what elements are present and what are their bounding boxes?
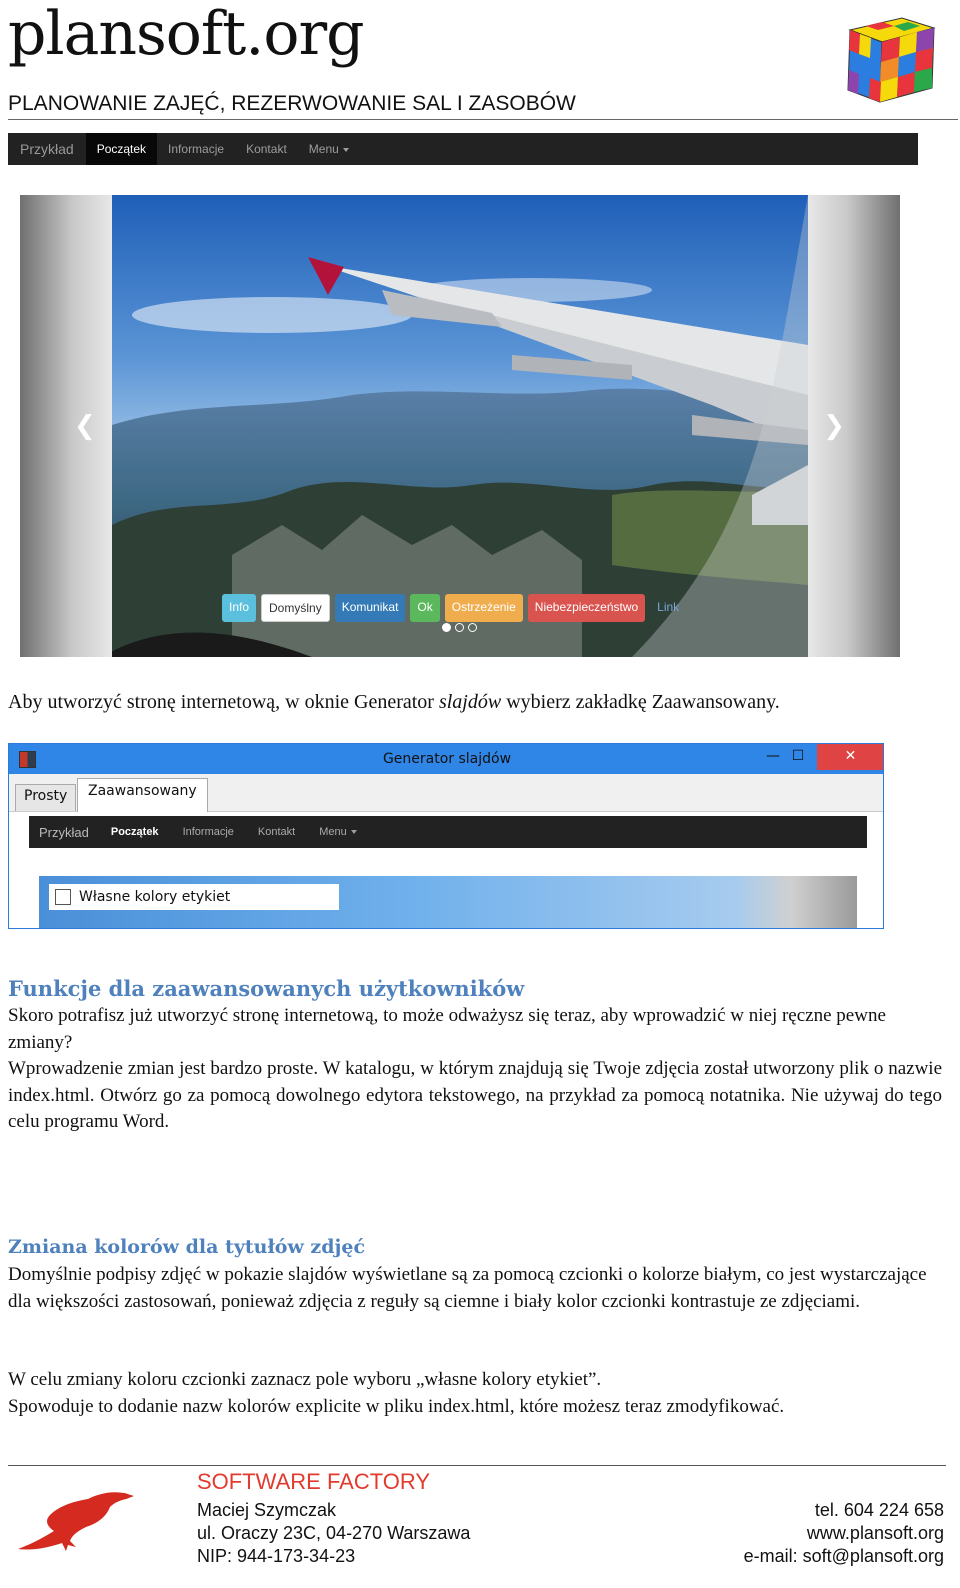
footer-nip: NIP: 944-173-34-23 bbox=[197, 1546, 356, 1566]
window-tabs bbox=[9, 774, 884, 812]
preview-nav-menu-label: Menu bbox=[319, 826, 347, 838]
site-logo: plansoft.org bbox=[8, 0, 364, 69]
nav-item-menu-label: Menu bbox=[308, 142, 339, 156]
custom-colors-option[interactable] bbox=[49, 884, 339, 910]
caret-down-icon bbox=[343, 148, 349, 152]
airplane-wing-photo bbox=[112, 195, 808, 657]
intro-text-end: wybierz zakładkę Zaawansowany. bbox=[501, 691, 780, 713]
intro-paragraph bbox=[8, 691, 780, 714]
caret-down-icon bbox=[351, 830, 357, 834]
footer-contact-right bbox=[744, 1499, 944, 1568]
carousel-indicators bbox=[442, 623, 477, 632]
colors-paragraph-1: Domyślnie podpisy zdjęć w pokazie slajdów wyświetlane są za pomocą czcionki o kolorze białym, co jest wystarczające dla większości zastosowań, ponieważ zdjęcia z reguły są ciemne i biały kolor czcionki kontrastuje ze zdjęciami. bbox=[8, 1264, 927, 1312]
carousel-dot[interactable] bbox=[468, 623, 477, 632]
chevron-right-icon[interactable]: ❯ bbox=[823, 411, 845, 441]
close-icon[interactable]: ✕ bbox=[817, 744, 884, 770]
image-carousel bbox=[20, 195, 900, 657]
carousel-dot[interactable] bbox=[442, 623, 451, 632]
label-info: Info bbox=[222, 594, 256, 622]
maximize-icon[interactable]: ☐ bbox=[791, 748, 805, 764]
preview-nav-menu bbox=[307, 826, 369, 838]
preview-nav-poczatek: Początek bbox=[110, 826, 159, 838]
footer-email[interactable]: e-mail: soft@plansoft.org bbox=[743, 1546, 944, 1566]
raven-logo-icon bbox=[14, 1487, 134, 1553]
intro-text-start: Aby utworzyć stronę internetową, w oknie Generator bbox=[8, 691, 439, 713]
colors-paragraph-2 bbox=[8, 1367, 942, 1420]
footer-contact-left bbox=[197, 1499, 470, 1568]
tab-prosty[interactable]: Prosty bbox=[15, 784, 76, 811]
label-success: Ok bbox=[410, 594, 439, 622]
section-heading-advanced: Funkcje dla zaawansowanych użytkowników bbox=[8, 976, 525, 1001]
footer-divider bbox=[8, 1465, 946, 1466]
nav-item-informacje[interactable]: Informacje bbox=[168, 142, 225, 156]
intro-text-italic: slajdów bbox=[438, 691, 502, 713]
footer-phone: tel. 604 224 658 bbox=[814, 1500, 944, 1520]
custom-colors-label: Własne kolory etykiet bbox=[79, 889, 231, 905]
nav-item-poczatek[interactable]: Początek bbox=[86, 133, 157, 165]
preview-navbar-brand: Przykład bbox=[39, 824, 89, 840]
colors-paragraph-2-line-1: W celu zmiany koloru czcionki zaznacz pole wyboru „własne kolory etykiet”. bbox=[8, 1369, 602, 1390]
carousel-dot[interactable] bbox=[455, 623, 464, 632]
section-heading-colors: Zmiana kolorów dla tytułów zdjęć bbox=[8, 1236, 366, 1258]
window-titlebar bbox=[9, 744, 884, 774]
label-warning: Ostrzeżenie bbox=[445, 594, 523, 622]
custom-colors-checkbox[interactable] bbox=[55, 889, 71, 905]
label-link: Link bbox=[657, 600, 680, 614]
preview-navbar bbox=[29, 816, 867, 848]
label-danger: Niebezpieczeństwo bbox=[528, 594, 645, 622]
label-primary: Komunikat bbox=[335, 594, 406, 622]
preview-nav-informacje: Informacje bbox=[182, 826, 234, 838]
footer-name: Maciej Szymczak bbox=[197, 1500, 337, 1520]
site-subtitle: PLANOWANIE ZAJĘĆ, REZERWOWANIE SAL I ZASOBÓW bbox=[8, 92, 576, 115]
colors-paragraph-2-line-2: Spowoduje to dodanie nazw kolorów explicite w pliku index.html, które możesz teraz zmodyfikować. bbox=[8, 1395, 785, 1417]
advanced-paragraph-2: Wprowadzenie zmian jest bardzo proste. W katalogu, w którym znajdują się Twoje zdjęcia został utworzony plik o nazwie index.html. Otwórz go za pomocą dowolnego edytora tekstowego, na przykład za pomocą notatnika. Nie używaj do tego celu programu Word. bbox=[8, 1058, 942, 1132]
window-title: Generator slajdów bbox=[382, 751, 512, 767]
preview-nav-kontakt: Kontakt bbox=[257, 826, 296, 838]
label-default: Domyślny bbox=[261, 594, 330, 622]
nav-item-kontakt[interactable]: Kontakt bbox=[246, 142, 287, 156]
top-navbar bbox=[8, 133, 918, 165]
footer-address: ul. Oraczy 23C, 04-270 Warszawa bbox=[197, 1523, 471, 1543]
navbar-brand[interactable]: Przykład bbox=[20, 141, 74, 157]
generator-window bbox=[8, 743, 884, 929]
minimize-icon[interactable]: — bbox=[766, 748, 780, 764]
footer-company: SOFTWARE FACTORY bbox=[197, 1469, 431, 1494]
rubiks-cube-icon bbox=[842, 10, 938, 106]
nav-item-menu[interactable] bbox=[298, 133, 360, 165]
caption-labels bbox=[222, 594, 686, 622]
chevron-left-icon[interactable]: ❮ bbox=[74, 411, 96, 441]
footer-website[interactable]: www.plansoft.org bbox=[806, 1523, 944, 1543]
advanced-paragraph-1: Skoro potrafisz już utworzyć stronę internetową, to może odważysz się teraz, aby wprowadzić w niej ręczne pewne zmiany? bbox=[8, 1005, 886, 1053]
tab-zaawansowany[interactable]: Zaawansowany bbox=[77, 778, 208, 812]
header-divider bbox=[8, 119, 958, 120]
